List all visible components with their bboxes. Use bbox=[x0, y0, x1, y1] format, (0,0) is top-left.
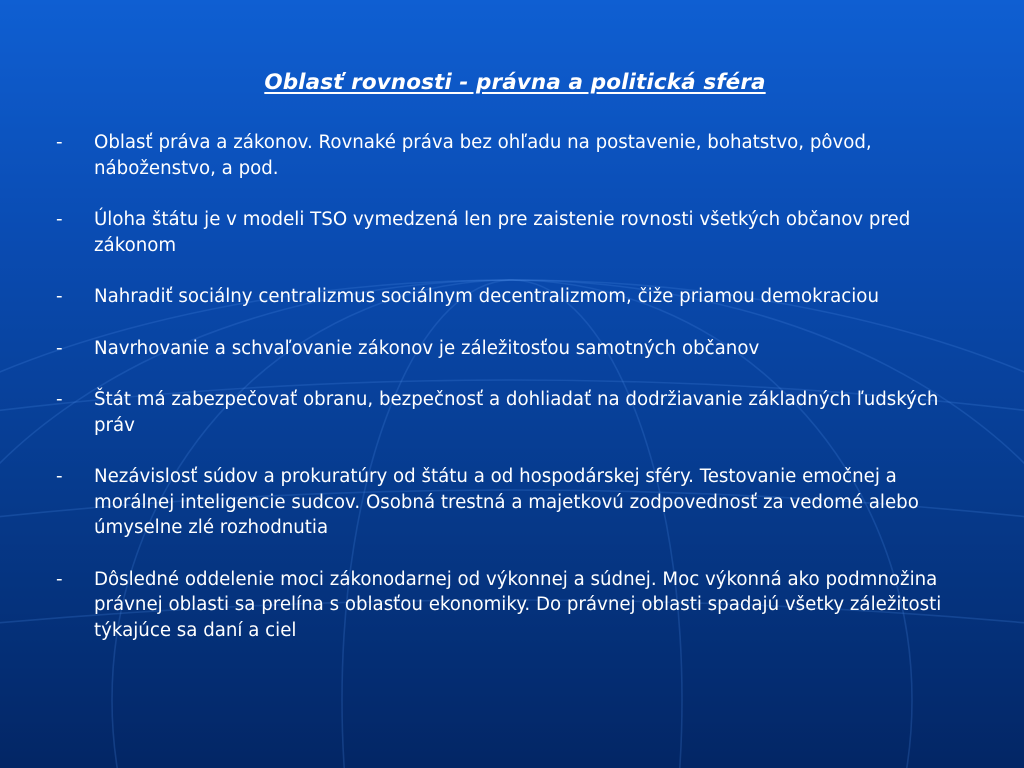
bullet-text: Navrhovanie a schvaľovanie zákonov je záležitosťou samotných občanov bbox=[94, 337, 760, 359]
list-item bbox=[56, 207, 971, 258]
list-item bbox=[56, 130, 971, 181]
bullet-marker: - bbox=[56, 209, 63, 230]
bullet-text: Oblasť práva a zákonov. Rovnaké práva bez ohľadu na postavenie, bohatstvo, pôvod, náboženstvo, a pod. bbox=[94, 132, 872, 179]
bullet-marker: - bbox=[56, 568, 63, 590]
bullet-text: Nezávislosť súdov a prokuratúry od štátu a od hospodárskej sféry. Testovanie emočnej a morálnej inteligencie sudcov. Osobná trestná a majetkovú zodpovednosť za vedomé alebo úmyselne zlé rozhodnutia bbox=[94, 466, 919, 538]
bullet-marker: - bbox=[56, 389, 63, 410]
list-item bbox=[56, 284, 971, 310]
bullet-text: Nahradiť sociálny centralizmus sociálnym decentralizmom, čiže priamou demokraciou bbox=[94, 286, 879, 307]
bullet-marker: - bbox=[56, 466, 63, 487]
bullet-text: Úloha štátu je v modeli TSO vymedzená len pre zaistenie rovnosti všetkých občanov pred zákonom bbox=[94, 209, 911, 256]
list-item bbox=[56, 387, 971, 438]
bullet-marker: - bbox=[56, 132, 63, 153]
list-item bbox=[56, 464, 971, 541]
bullet-text: Dôsledné oddelenie moci zákonodarnej od výkonnej a súdnej. Moc výkonná ako podmnožina právnej oblasti sa prelína s oblasťou ekonomiky. Do právnej oblasti spadajú všetky záležitosti týkajúce sa daní a ciel bbox=[94, 568, 942, 641]
bullet-text: Štát má zabezpečovať obranu, bezpečnosť a dohliadať na dodržiavanie základných ľudských práv bbox=[94, 389, 939, 436]
slide-title: Oblasť rovnosti - právna a politická sféra bbox=[264, 70, 766, 95]
list-item bbox=[56, 336, 971, 362]
bullet-list bbox=[56, 130, 971, 669]
bullet-marker: - bbox=[56, 337, 63, 359]
list-item bbox=[56, 567, 971, 644]
bullet-marker: - bbox=[56, 286, 63, 307]
